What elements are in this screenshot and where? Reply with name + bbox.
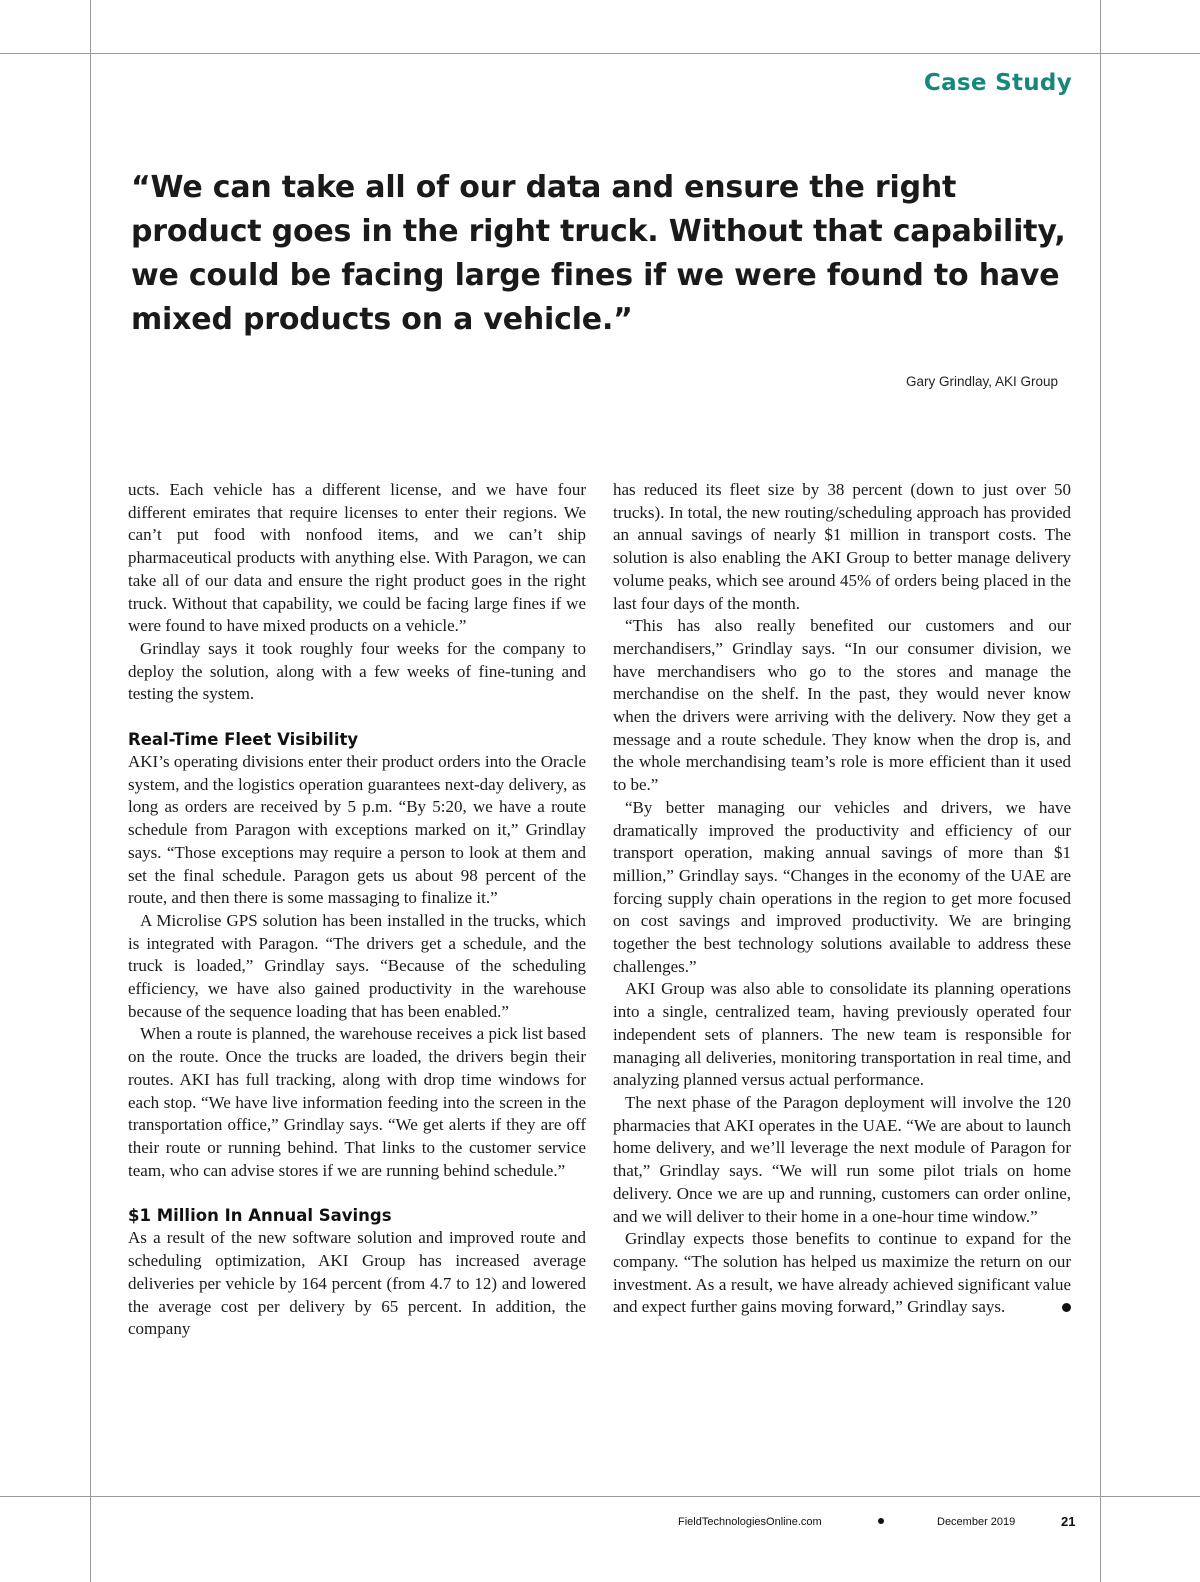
body-paragraph: “This has also really benefited our customers and our merchandisers,” Grindlay says. “In our consumer division, we have merchandisers who go to the stores and manage the merchandise on the shelf. In the past, they would never know when the drivers were arriving with the delivery. Now they get a message and a route schedule. They know when the drop is, and the whole merchandising team’s role is more efficient than it used to be.”	[613, 616, 1071, 795]
body-paragraph: A Microlise GPS solution has been installed in the trucks, which is integrated with Paragon. “The drivers get a schedule, and the truck is loaded,” Grindlay says. “Because of the scheduling efficiency, we have also gained productivity in the warehouse because of the sequence loading that has been enabled.”	[128, 910, 586, 1021]
body-paragraph: The next phase of the Paragon deployment will involve the 120 pharmacies that AKI operates in the UAE. “We are about to launch home delivery, and we’ll leverage the next module of Paragon for that,” Grindlay says. “We will run some pilot trials on home delivery. Once we are up and running, customers can order online, and we will deliver to their home in a one-hour time window.”	[613, 1092, 1071, 1226]
page-footer	[0, 1514, 1200, 1534]
subheading: Real-Time Fleet Visibility	[128, 730, 359, 750]
end-of-article-bullet-icon	[1062, 1303, 1071, 1312]
body-text: Grindlay expects those benefits to continue to expand for the company. “The solution has helped us maximize the return on our investment. As a result, we have already achieved significant value and expect further gains moving forward,” Grindlay says.	[613, 1229, 1071, 1317]
trim-line-left	[90, 0, 91, 1582]
left-column	[128, 479, 586, 1341]
pull-quote: “We can take all of our data and ensure the right product goes in the right truck. Without that capability, we could be facing large fines if we were found to have mixed products on a vehicle.”	[131, 170, 1066, 337]
body-paragraph: “By better managing our vehicles and drivers, we have dramatically improved the productivity and efficiency of our transport operation, making annual savings of more than $1 million,” Grindlay says. “Changes in the economy of the UAE are forcing supply chain operations in the region to get more focused on cost savings and improved productivity. We are bringing together the best technology solutions available to address these challenges.”	[613, 797, 1071, 976]
body-paragraph: As a result of the new software solution and improved route and scheduling optimization, AKI Group has increased average deliveries per vehicle by 164 percent (from 4.7 to 12) and lowered the average cost per delivery by 65 percent. In addition, the company	[128, 1228, 586, 1339]
body-paragraph: ucts. Each vehicle has a different license, and we have four different emirates that require licenses to enter their regions. We can’t put food with nonfood items, and we can’t ship pharmaceutical products with anything else. With Paragon, we can take all of our data and ensure the right product goes in the right truck. Without that capability, we could be facing large fines if we were found to have mixed products on a vehicle.”	[128, 480, 586, 636]
right-column	[613, 479, 1071, 1319]
body-paragraph: AKI Group was also able to consolidate its planning operations into a single, centralized team, having previously operated four independent sets of planners. The new team is responsible for managing all deliveries, monitoring transportation in real time, and analyzing planned versus actual performance.	[613, 979, 1071, 1090]
body-paragraph: When a route is planned, the warehouse receives a pick list based on the route. Once the trucks are loaded, the drivers begin their routes. AKI has full tracking, along with drop time windows for each stop. “We have live information feeding into the screen in the transportation office,” Grindlay says. “We get alerts if they are off their route or running behind. That links to the customer service team, who can advise stores if we are running behind schedule.”	[128, 1024, 586, 1180]
trim-line-bottom	[0, 1496, 1200, 1497]
footer-site: FieldTechnologiesOnline.com	[678, 1516, 822, 1528]
body-paragraph: has reduced its fleet size by 38 percent (down to just over 50 trucks). In total, the new routing/scheduling approach has provided an annual savings of nearly $1 million in transport costs. The solution is also enabling the AKI Group to better manage delivery volume peaks, which see around 45% of orders being placed in the last four days of the month.	[613, 480, 1071, 613]
body-paragraph: AKI’s operating divisions enter their product orders into the Oracle system, and the logistics operation guarantees next-day delivery, as long as orders are received by 5 p.m. “By 5:20, we have a route schedule from Paragon with exceptions marked on it,” Grindlay says. “Those exceptions may require a person to look at them and set the final schedule. Paragon gets us about 98 percent of the route, and then there is some massaging to finalize it.”	[128, 752, 586, 908]
pull-quote-attribution: Gary Grindlay, AKI Group	[905, 374, 1058, 389]
footer-date: December 2019	[937, 1516, 1016, 1528]
trim-line-right	[1100, 0, 1101, 1582]
section-tag: Case Study	[923, 70, 1072, 96]
footer-bullet-icon	[878, 1518, 884, 1524]
body-paragraph-last	[613, 1228, 1071, 1319]
subheading: $1 Million In Annual Savings	[128, 1206, 392, 1226]
trim-line-top	[0, 53, 1200, 54]
body-paragraph: Grindlay says it took roughly four weeks for the company to deploy the solution, along with a few weeks of fine-tuning and testing the system.	[128, 638, 586, 704]
page-number: 21	[1061, 1514, 1076, 1529]
